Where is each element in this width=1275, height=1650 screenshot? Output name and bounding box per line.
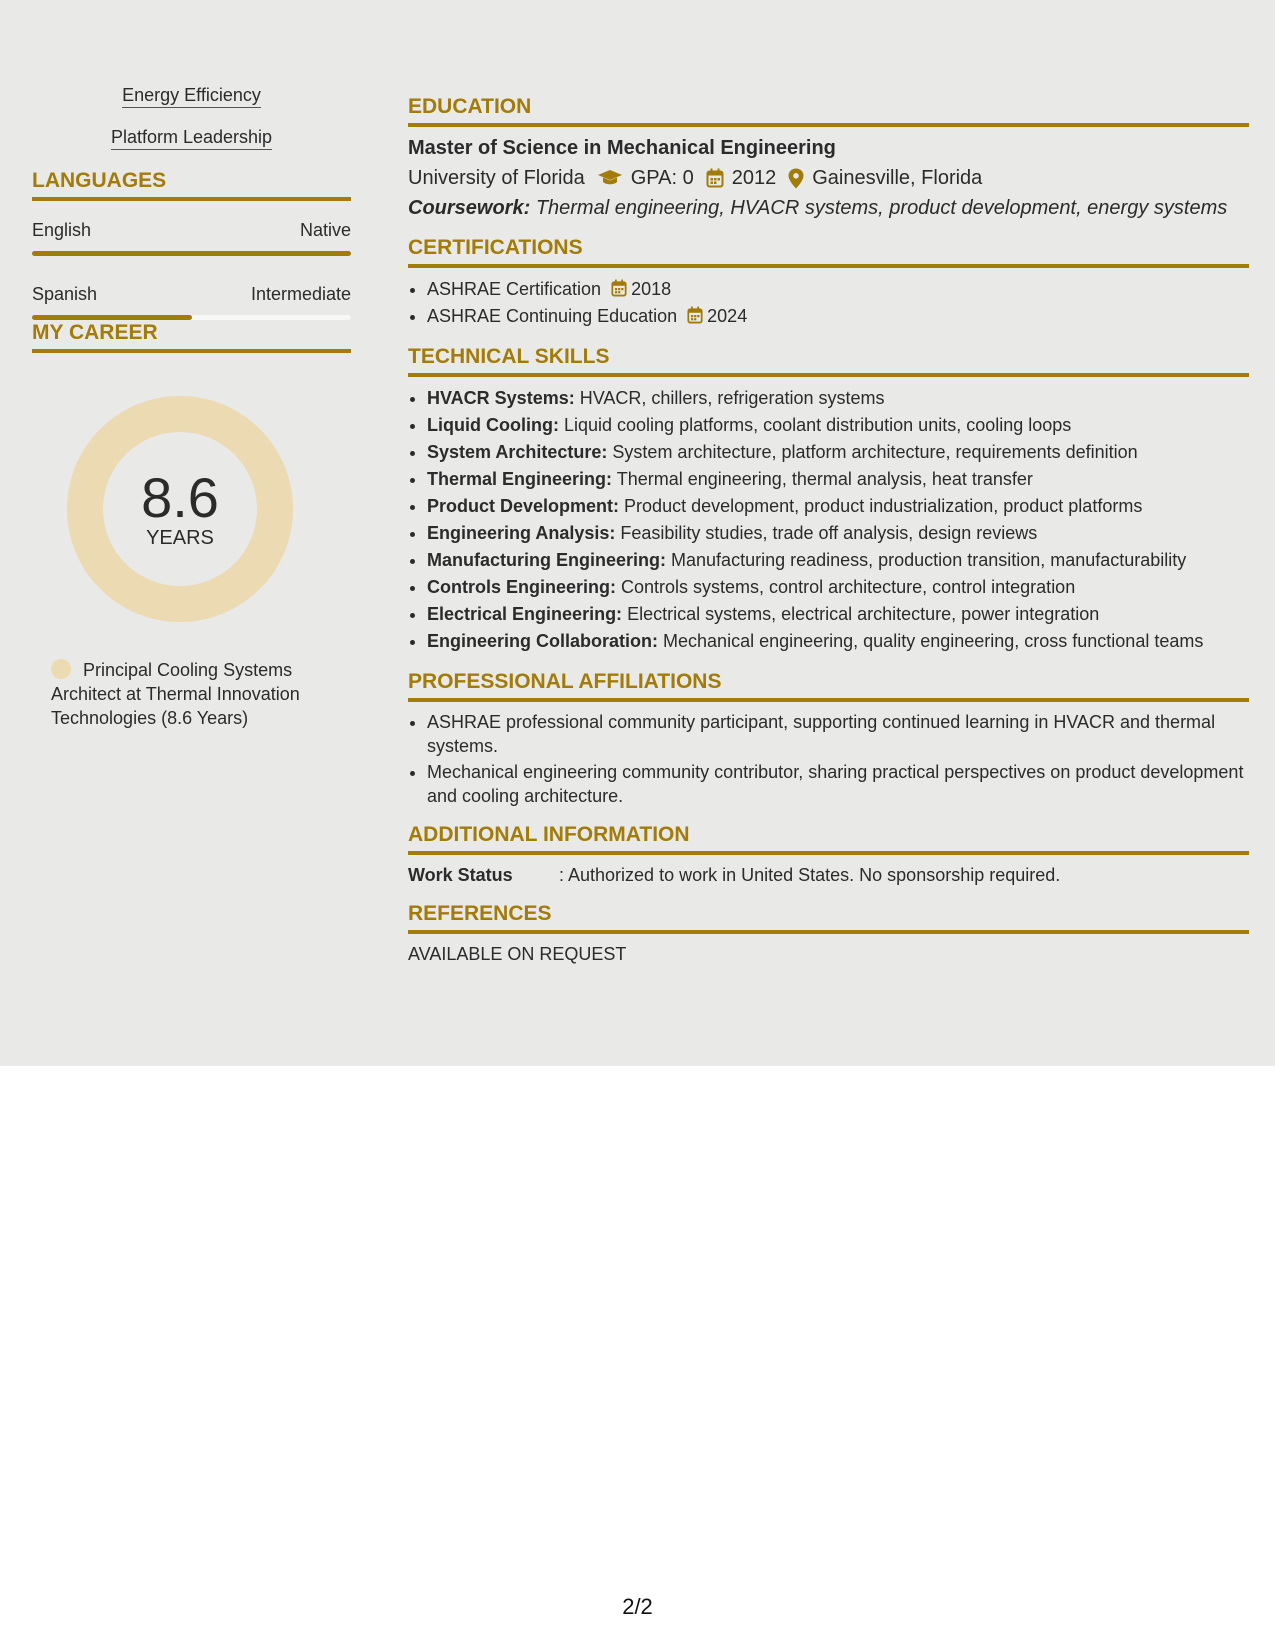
skill-item [427,574,1249,601]
coursework-text: Thermal engineering, HVACR systems, product development, energy systems [535,197,1228,219]
career-donut [67,396,293,622]
affiliation-item: • ASHRAE professional community participant, supporting continued learning in HVACR and thermal systems. [427,710,1249,758]
references-section [408,901,1249,966]
skill-item [427,412,1249,439]
references-heading: REFERENCES [408,901,1249,934]
main-content [408,94,1249,966]
certifications-list [408,276,1249,330]
calendar-icon [611,279,627,297]
career-legend-item [51,658,341,730]
career-legend-text: Principal Cooling Systems Architect at Thermal Innovation Technologies (8.6 Years) [51,660,300,728]
graduation-cap-icon [597,169,623,187]
skill-text: Electrical systems, electrical architecture, power integration [627,604,1100,624]
skill-text: HVACR, chillers, refrigeration systems [579,388,885,408]
page-number: 2/2 [622,1594,653,1619]
proficiency-bar [32,251,351,256]
skill-text: Thermal engineering, thermal analysis, heat transfer [616,469,1033,489]
affiliations-heading: PROFESSIONAL AFFILIATIONS [408,669,1249,702]
skill-label: HVACR Systems: [427,388,575,408]
affiliations-section [408,669,1249,808]
affiliation-item: • Mechanical engineering community contributor, sharing practical perspectives on product development and cooling architecture. [427,760,1249,808]
degree-title: Master of Science in Mechanical Engineering [408,137,836,159]
skill-label: Controls Engineering: [427,577,616,597]
additional-info-heading: ADDITIONAL INFORMATION [408,822,1249,855]
proficiency-bar [32,315,351,320]
additional-info-section [408,822,1249,887]
language-name: English [32,220,92,240]
skill-tag: Energy Efficiency [122,84,261,108]
skill-item [427,601,1249,628]
skill-label: Product Development: [427,496,620,516]
skill-text: Liquid cooling platforms, coolant distribution units, cooling loops [563,415,1072,435]
language-spanish [32,283,351,320]
career-heading: MY CAREER [32,320,351,353]
legend-dot-icon [51,659,71,679]
certification-name: ASHRAE Continuing Education [427,306,678,326]
career-years-unit: YEARS [146,527,214,549]
calendar-icon [687,306,703,324]
skill-item [427,493,1249,520]
school-name: University of Florida [408,167,585,189]
skill-text: Feasibility studies, trade off analysis, design reviews [620,523,1038,543]
skill-text: Controls systems, control architecture, control integration [621,577,1076,597]
career-years-value: 8.6 [141,466,219,529]
skill-text: Product development, product industrialization, product platforms [624,496,1143,516]
coursework-label: Coursework: [408,197,531,219]
languages-heading: LANGUAGES [32,168,351,201]
proficiency-bar-fill [32,251,351,256]
language-english [32,219,351,256]
certification-item [427,303,1249,330]
work-status-label: Work Status [408,865,513,885]
education-section [408,94,1249,221]
skill-label: Liquid Cooling: [427,415,559,435]
skill-item [427,547,1249,574]
graduation-year: 2012 [731,167,777,189]
skill-tag: Platform Leadership [111,126,272,150]
skills-section [408,344,1249,655]
certifications-heading: CERTIFICATIONS [408,235,1249,268]
certification-year: 2024 [707,306,748,326]
skill-label: Thermal Engineering: [427,469,613,489]
certification-year: 2018 [631,279,672,299]
map-pin-icon [788,168,804,189]
skill-item [427,520,1249,547]
skill-label: System Architecture: [427,442,608,462]
skill-label: Manufacturing Engineering: [427,550,667,570]
coursework [408,195,1249,221]
references-text: AVAILABLE ON REQUEST [408,944,627,964]
calendar-icon [706,168,724,188]
skill-text: System architecture, platform architecture, requirements definition [612,442,1138,462]
skills-heading: TECHNICAL SKILLS [408,344,1249,377]
sidebar [32,84,351,730]
skill-label: Engineering Analysis: [427,523,616,543]
certifications-section [408,235,1249,330]
skill-item [427,628,1249,655]
language-name: Spanish [32,284,98,304]
language-level: Intermediate [250,284,351,304]
skill-label: Engineering Collaboration: [427,631,659,651]
gpa: GPA: 0 [630,167,694,189]
skills-list [408,385,1249,655]
skill-text: Manufacturing readiness, production transition, manufacturability [671,550,1187,570]
education-meta [408,165,1249,191]
skill-item [427,439,1249,466]
skill-text: Mechanical engineering, quality engineering, cross functional teams [663,631,1204,651]
proficiency-bar-fill [32,315,192,320]
school-location: Gainesville, Florida [812,167,983,189]
certification-item [427,276,1249,303]
education-heading: EDUCATION [408,94,1249,127]
skill-label: Electrical Engineering: [427,604,623,624]
affiliations-list [408,710,1249,808]
certification-name: ASHRAE Certification [427,279,602,299]
language-level: Native [299,220,351,240]
work-status-row [408,863,1249,887]
skill-item [427,385,1249,412]
skill-item [427,466,1249,493]
work-status-value: : Authorized to work in United States. No sponsorship required. [559,865,1061,885]
